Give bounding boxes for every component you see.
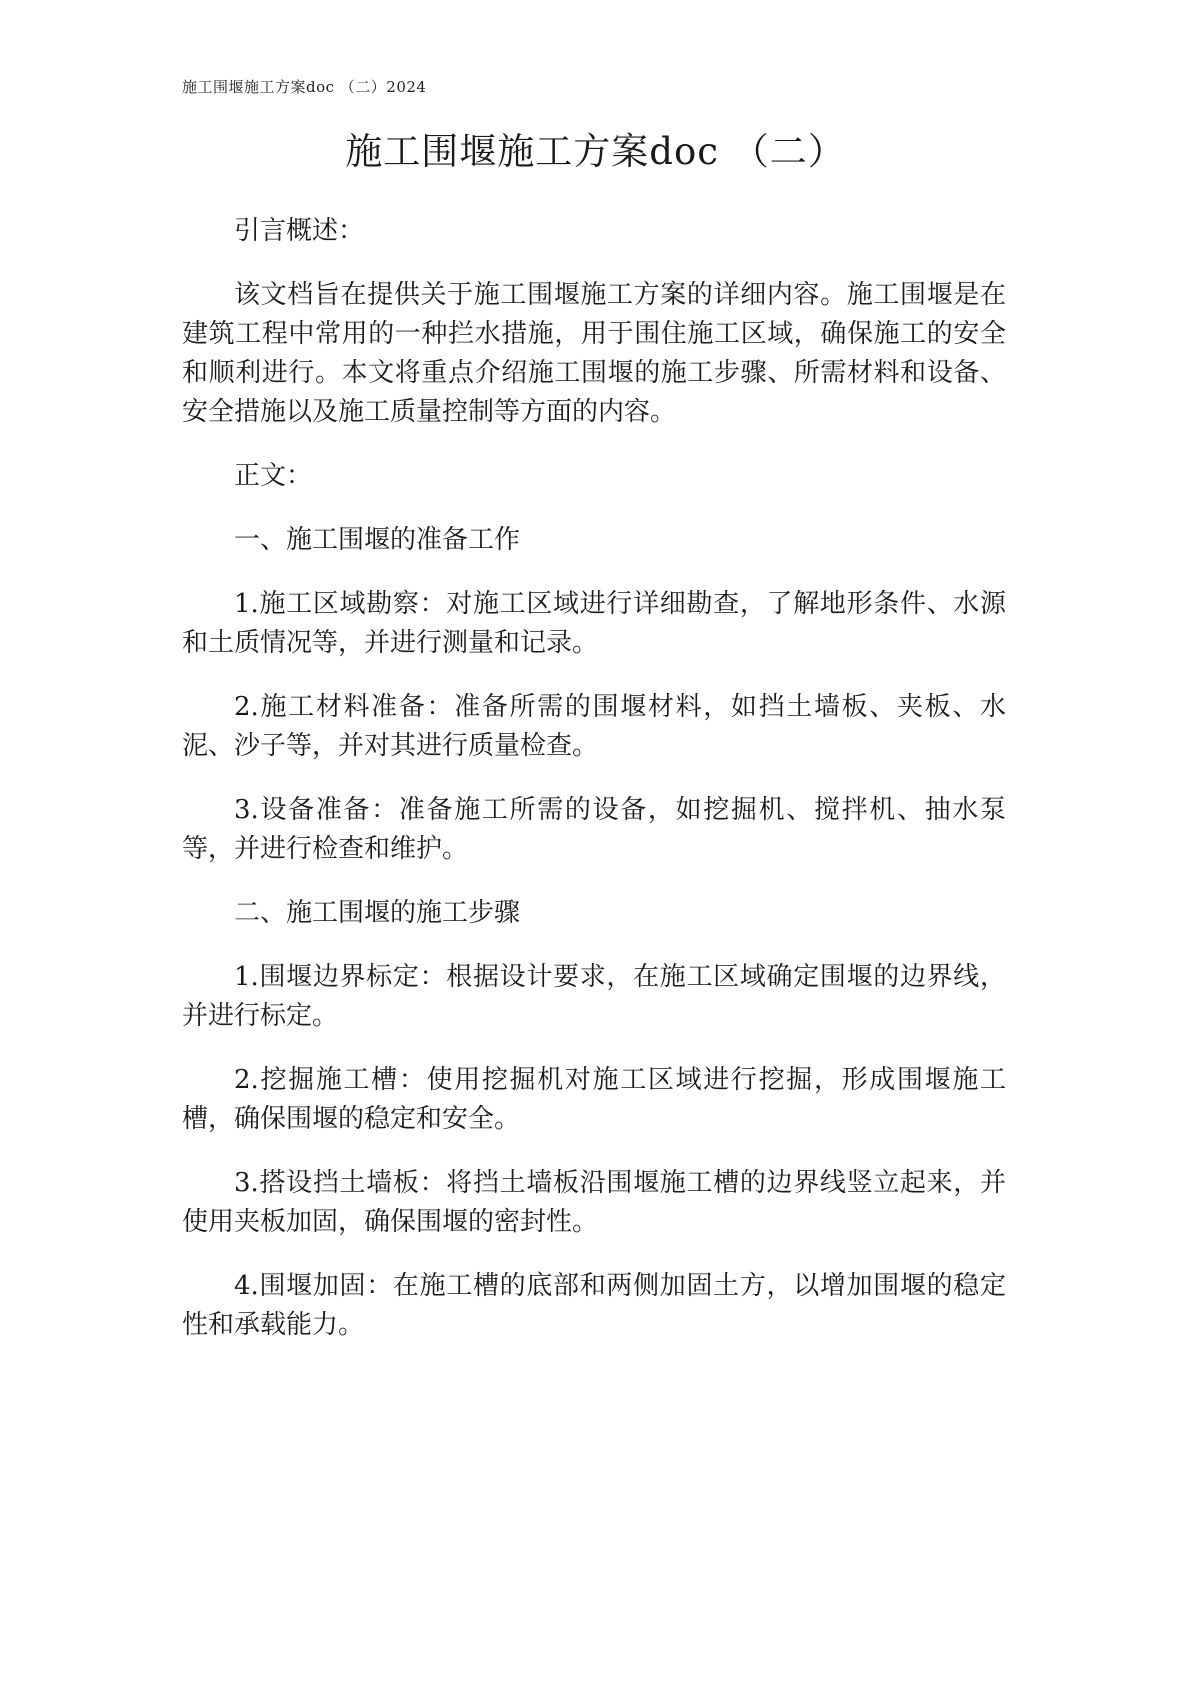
document-body [182,212,1006,1370]
section-heading-2: 二、施工围堰的施工步骤 [234,898,521,928]
section-heading-1: 一、施工围堰的准备工作 [234,525,521,555]
document-title: 施工围堰施工方案doc （二） [345,130,846,173]
list-item: 1.施工区域勘察：对施工区域进行详细勘查，了解地形条件、水源和土质情况等，并进行测量和记录。 [182,589,1006,658]
list-item: 1.围堰边界标定：根据设计要求，在施工区域确定围堰的边界线，并进行标定。 [182,962,1006,1031]
running-header: 施工围堰施工方案doc （二）2024 [182,78,427,96]
list-item: 4.围堰加固：在施工槽的底部和两侧加固土方，以增加围堰的稳定性和承载能力。 [182,1271,1006,1340]
paragraph-intro-body: 该文档旨在提供关于施工围堰施工方案的详细内容。施工围堰是在建筑工程中常用的一种拦水措施，用于围住施工区域，确保施工的安全和顺利进行。本文将重点介绍施工围堰的施工步骤、所需材料和设备、安全措施以及施工质量控制等方面的内容。 [182,280,1006,427]
list-item: 2.挖掘施工槽：使用挖掘机对施工区域进行挖掘，形成围堰施工槽，确保围堰的稳定和安全。 [182,1065,1006,1134]
paragraph-intro-heading: 引言概述： [234,216,365,246]
list-item: 3.搭设挡土墙板：将挡土墙板沿围堰施工槽的边界线竖立起来，并使用夹板加固，确保围堰的密封性。 [182,1168,1006,1237]
paragraph-main-heading: 正文： [234,461,313,491]
list-item: 2.施工材料准备：准备所需的围堰材料，如挡土墙板、夹板、水泥、沙子等，并对其进行质量检查。 [182,692,1006,761]
list-item: 3.设备准备：准备施工所需的设备，如挖掘机、搅拌机、抽水泵等，并进行检查和维护。 [182,795,1006,864]
